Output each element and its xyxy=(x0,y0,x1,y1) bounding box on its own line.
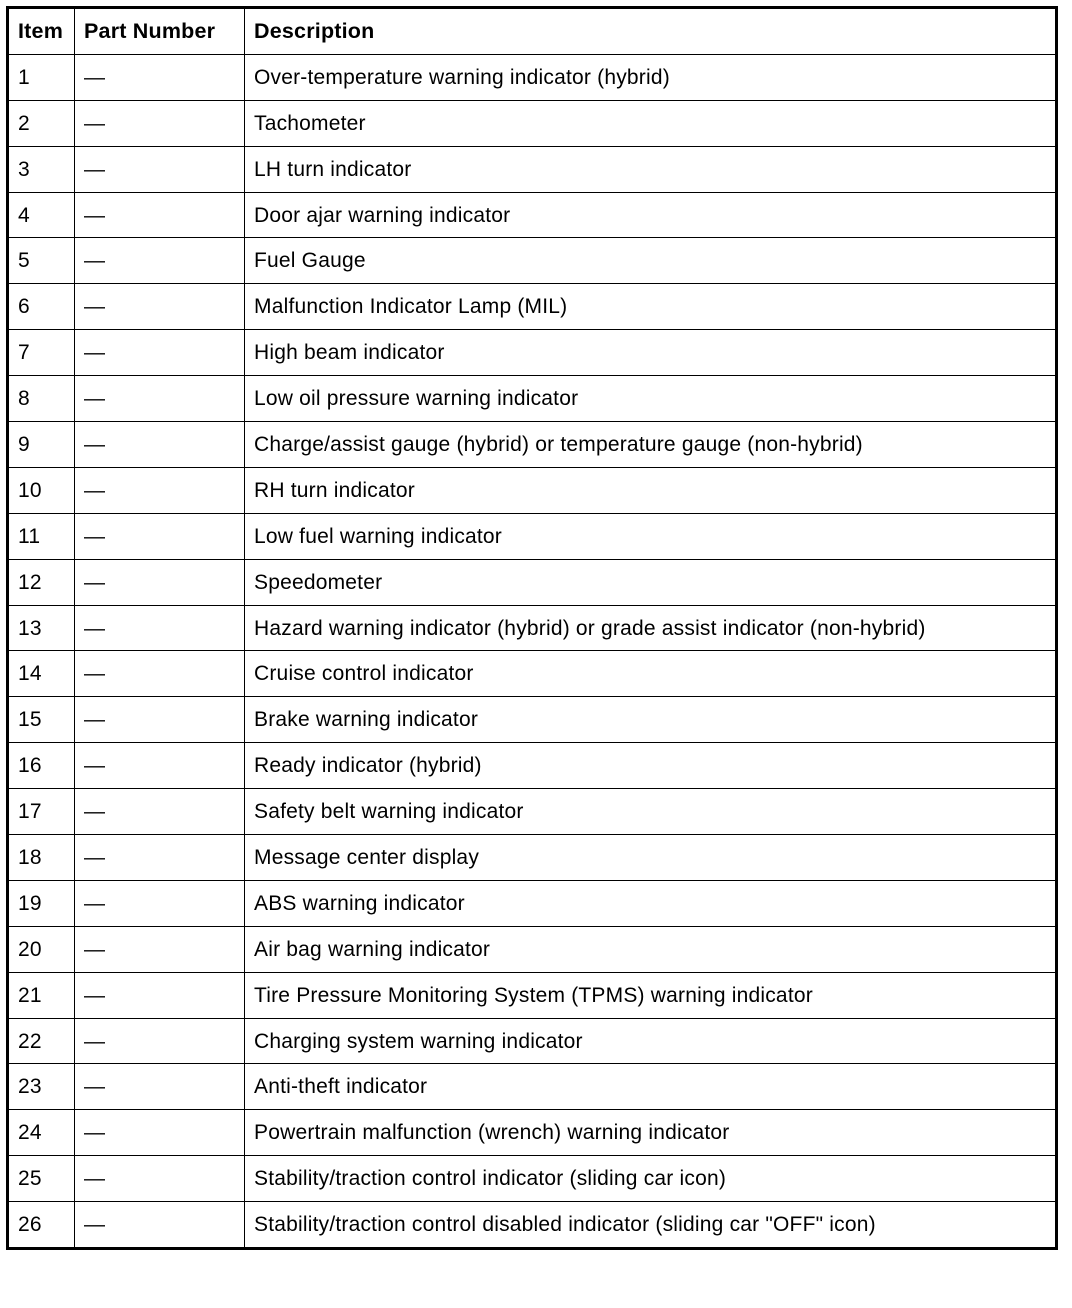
item-cell: 11 xyxy=(8,513,75,559)
description-cell: Stability/traction control disabled indicator (sliding car "OFF" icon) xyxy=(245,1202,1057,1249)
header-item: Item xyxy=(8,8,75,55)
item-cell: 9 xyxy=(8,422,75,468)
item-cell: 18 xyxy=(8,835,75,881)
item-cell: 20 xyxy=(8,926,75,972)
item-cell: 16 xyxy=(8,743,75,789)
description-cell: Safety belt warning indicator xyxy=(245,789,1057,835)
item-cell: 5 xyxy=(8,238,75,284)
item-cell: 1 xyxy=(8,54,75,100)
part-number-cell: — xyxy=(75,651,245,697)
item-cell: 25 xyxy=(8,1156,75,1202)
description-cell: Tire Pressure Monitoring System (TPMS) warning indicator xyxy=(245,972,1057,1018)
table-row xyxy=(8,880,1057,926)
description-cell: RH turn indicator xyxy=(245,467,1057,513)
table-row xyxy=(8,651,1057,697)
item-cell: 10 xyxy=(8,467,75,513)
table-row xyxy=(8,926,1057,972)
description-cell: Over-temperature warning indicator (hybrid) xyxy=(245,54,1057,100)
table-row xyxy=(8,1064,1057,1110)
part-number-cell: — xyxy=(75,1018,245,1064)
item-cell: 4 xyxy=(8,192,75,238)
table-row xyxy=(8,605,1057,651)
part-number-cell: — xyxy=(75,376,245,422)
description-cell: Anti-theft indicator xyxy=(245,1064,1057,1110)
table-row xyxy=(8,330,1057,376)
part-number-cell: — xyxy=(75,238,245,284)
part-number-cell: — xyxy=(75,100,245,146)
description-cell: Charge/assist gauge (hybrid) or temperature gauge (non-hybrid) xyxy=(245,422,1057,468)
parts-table xyxy=(6,6,1058,1250)
table-row xyxy=(8,238,1057,284)
table-row xyxy=(8,697,1057,743)
description-cell: Message center display xyxy=(245,835,1057,881)
part-number-cell: — xyxy=(75,880,245,926)
description-cell: Air bag warning indicator xyxy=(245,926,1057,972)
part-number-cell: — xyxy=(75,192,245,238)
description-cell: Low fuel warning indicator xyxy=(245,513,1057,559)
description-cell: Charging system warning indicator xyxy=(245,1018,1057,1064)
item-cell: 21 xyxy=(8,972,75,1018)
part-number-cell: — xyxy=(75,789,245,835)
item-cell: 6 xyxy=(8,284,75,330)
item-cell: 7 xyxy=(8,330,75,376)
table-row xyxy=(8,422,1057,468)
description-cell: Low oil pressure warning indicator xyxy=(245,376,1057,422)
part-number-cell: — xyxy=(75,513,245,559)
table-row xyxy=(8,146,1057,192)
table-row xyxy=(8,376,1057,422)
item-cell: 17 xyxy=(8,789,75,835)
item-cell: 13 xyxy=(8,605,75,651)
description-cell: Stability/traction control indicator (sliding car icon) xyxy=(245,1156,1057,1202)
item-cell: 24 xyxy=(8,1110,75,1156)
part-number-cell: — xyxy=(75,284,245,330)
header-part-number: Part Number xyxy=(75,8,245,55)
table-row xyxy=(8,284,1057,330)
description-cell: Powertrain malfunction (wrench) warning indicator xyxy=(245,1110,1057,1156)
description-cell: Cruise control indicator xyxy=(245,651,1057,697)
item-cell: 19 xyxy=(8,880,75,926)
part-number-cell: — xyxy=(75,330,245,376)
table-row xyxy=(8,54,1057,100)
description-cell: Tachometer xyxy=(245,100,1057,146)
description-cell: LH turn indicator xyxy=(245,146,1057,192)
table-row xyxy=(8,1202,1057,1249)
part-number-cell: — xyxy=(75,559,245,605)
item-cell: 12 xyxy=(8,559,75,605)
description-cell: Ready indicator (hybrid) xyxy=(245,743,1057,789)
table-row xyxy=(8,513,1057,559)
header-description: Description xyxy=(245,8,1057,55)
description-cell: Speedometer xyxy=(245,559,1057,605)
table-row xyxy=(8,972,1057,1018)
part-number-cell: — xyxy=(75,1202,245,1249)
part-number-cell: — xyxy=(75,146,245,192)
item-cell: 15 xyxy=(8,697,75,743)
part-number-cell: — xyxy=(75,697,245,743)
part-number-cell: — xyxy=(75,467,245,513)
table-body xyxy=(8,54,1057,1248)
part-number-cell: — xyxy=(75,972,245,1018)
description-cell: Malfunction Indicator Lamp (MIL) xyxy=(245,284,1057,330)
item-cell: 14 xyxy=(8,651,75,697)
part-number-cell: — xyxy=(75,422,245,468)
table-row xyxy=(8,1156,1057,1202)
table-row xyxy=(8,835,1057,881)
description-cell: ABS warning indicator xyxy=(245,880,1057,926)
part-number-cell: — xyxy=(75,743,245,789)
item-cell: 2 xyxy=(8,100,75,146)
table-row xyxy=(8,1110,1057,1156)
part-number-cell: — xyxy=(75,1064,245,1110)
item-cell: 8 xyxy=(8,376,75,422)
part-number-cell: — xyxy=(75,1156,245,1202)
description-cell: Door ajar warning indicator xyxy=(245,192,1057,238)
item-cell: 3 xyxy=(8,146,75,192)
table-row xyxy=(8,1018,1057,1064)
description-cell: Hazard warning indicator (hybrid) or grade assist indicator (non-hybrid) xyxy=(245,605,1057,651)
item-cell: 22 xyxy=(8,1018,75,1064)
part-number-cell: — xyxy=(75,54,245,100)
table-row xyxy=(8,743,1057,789)
header-row xyxy=(8,8,1057,55)
table-row xyxy=(8,789,1057,835)
description-cell: Fuel Gauge xyxy=(245,238,1057,284)
table-row xyxy=(8,100,1057,146)
table-row xyxy=(8,559,1057,605)
table-row xyxy=(8,467,1057,513)
part-number-cell: — xyxy=(75,605,245,651)
part-number-cell: — xyxy=(75,1110,245,1156)
description-cell: High beam indicator xyxy=(245,330,1057,376)
item-cell: 26 xyxy=(8,1202,75,1249)
description-cell: Brake warning indicator xyxy=(245,697,1057,743)
part-number-cell: — xyxy=(75,835,245,881)
table-header xyxy=(8,8,1057,55)
item-cell: 23 xyxy=(8,1064,75,1110)
part-number-cell: — xyxy=(75,926,245,972)
table-row xyxy=(8,192,1057,238)
